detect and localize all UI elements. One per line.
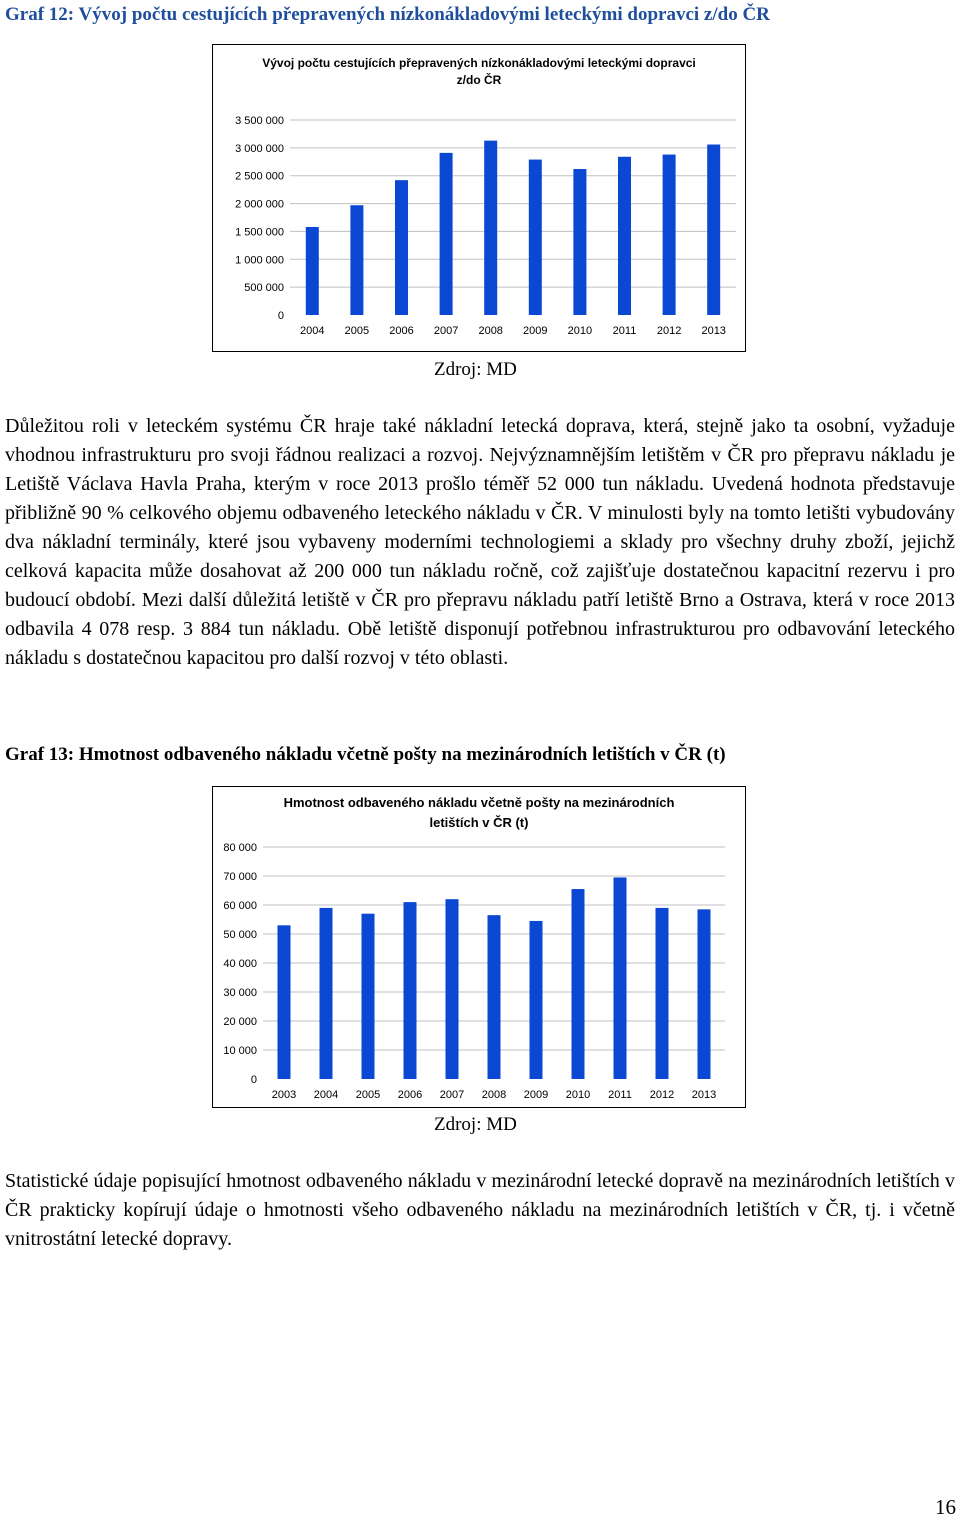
y-tick-label: 70 000 [223,871,257,883]
bar [350,205,363,315]
y-tick-label: 50 000 [223,929,257,941]
bar [698,909,711,1079]
x-tick-label: 2004 [300,325,325,337]
bar [404,902,417,1079]
bar [446,899,459,1079]
x-tick-label: 2012 [656,325,682,337]
x-tick-label: 2011 [608,1089,632,1101]
y-tick-label: 10 000 [223,1045,257,1057]
x-tick-label: 2013 [701,325,726,337]
page-number: 16 [935,1495,956,1519]
bar [306,227,319,315]
x-tick-label: 2009 [523,1089,549,1101]
y-tick-label: 2 000 000 [235,198,284,211]
bar [395,180,408,315]
y-tick-label: 0 [277,310,284,322]
bar [529,160,542,315]
x-tick-label: 2011 [612,325,637,337]
chart-plot-area [213,787,747,1109]
bar [440,153,453,315]
y-tick-label: 1 000 000 [235,254,284,267]
chart-title: Vývoj počtu cestujících přepravených nízkonákladovými leteckými dopravci z/do ČR [262,56,696,87]
x-tick-label: 2004 [313,1089,339,1101]
bar [707,145,720,315]
body-paragraph: Statistické údaje popisující hmotnost odbaveného nákladu v mezinárodní letecké dopravě na mezinárodních letištích v ČR prakticky kopírují údaje o hmotnosti všeho odbaveného nákladu na mezinárodních letištích v ČR, tj. i včetně vnitrostátní letecké dopravy. [5,1170,955,1250]
chart-passengers [212,44,746,352]
x-tick-label: 2010 [567,325,593,337]
bar [572,889,585,1079]
chart-cargo [212,786,746,1108]
bar [656,908,669,1079]
figure-caption-graf-13: Graf 13: Hmotnost odbaveného nákladu včetně pošty na mezinárodních letištích v ČR (t) [5,744,726,765]
x-tick-label: 2005 [344,325,370,337]
x-tick-label: 2003 [271,1089,297,1101]
y-tick-label: 30 000 [223,987,257,999]
y-tick-label: 2 500 000 [235,170,284,183]
bar [618,157,631,315]
chart-plot-area [213,45,747,353]
body-paragraph: Důležitou roli v leteckém systému ČR hraje také nákladní letecká doprava, která, stejně jako ta osobní, vyžaduje vhodnou infrastrukturu pro svoji řádnou realizaci a rozvoj. Nejvýznamnějším letištěm v ČR pro přepravu nákladu je Letiště Václava Havla Praha, kterým v roce 2013 prošlo téměř 52 000 tun nákladu. Uvedená hodnota představuje přibližně 90 % celkového objemu odbaveného leteckého nákladu v ČR. V minulosti byly na tomto letišti vybudovány dva nákladní terminály, které jsou vybaveny moderními technologiemi a sklady pro všechny druhy zboží, jejichž celková kapacita může dosahovat až 200 000 tun nákladu ročně, což zajišťuje dostatečnou kapacitní rezervu i pro budoucí období. Mezi další důležitá letiště v ČR pro přepravu nákladu patří letiště Brno a Ostrava, která v roce 2013 odbavila 4 078 resp. 3 884 tun nákladu. Obě letiště disponují potřebnou infrastrukturou pro odbavování leteckého nákladu s dostatečnou kapacitou pro další rozvoj v této oblasti. [5,415,955,669]
x-tick-label: 2008 [478,325,503,337]
y-tick-label: 500 000 [244,282,284,295]
x-tick-label: 2006 [389,325,414,337]
y-tick-label: 3 500 000 [235,115,284,127]
source-note: Zdroj: MD [434,1114,517,1135]
bar [362,914,375,1079]
y-tick-label: 0 [250,1074,257,1086]
x-tick-label: 2008 [481,1089,507,1101]
y-tick-label: 20 000 [223,1016,257,1028]
x-tick-label: 2010 [565,1089,591,1101]
x-tick-label: 2007 [439,1089,465,1101]
y-tick-label: 40 000 [223,958,257,970]
x-tick-label: 2006 [397,1089,423,1101]
bar [278,925,291,1079]
source-note: Zdroj: MD [434,359,517,380]
bar [484,141,497,315]
y-tick-label: 3 000 000 [235,142,284,155]
x-tick-label: 2009 [523,325,548,337]
bar [573,169,586,315]
bar [530,921,543,1079]
y-tick-label: 1 500 000 [235,226,284,239]
x-tick-label: 2012 [649,1089,675,1101]
bar [663,155,676,315]
chart-title: Hmotnost odbaveného nákladu včetně pošty na mezinárodních letištích v ČR (t) [283,795,675,830]
y-tick-label: 80 000 [223,842,257,854]
bar [488,915,501,1079]
x-tick-label: 2013 [691,1089,717,1101]
x-tick-label: 2005 [355,1089,381,1101]
bar [320,908,333,1079]
y-tick-label: 60 000 [223,900,257,912]
x-tick-label: 2007 [433,325,459,337]
figure-caption-graf-12: Graf 12: Vývoj počtu cestujících přepravených nízkonákladovými leteckými dopravci z/do ČR [5,4,770,25]
bar [614,877,627,1079]
